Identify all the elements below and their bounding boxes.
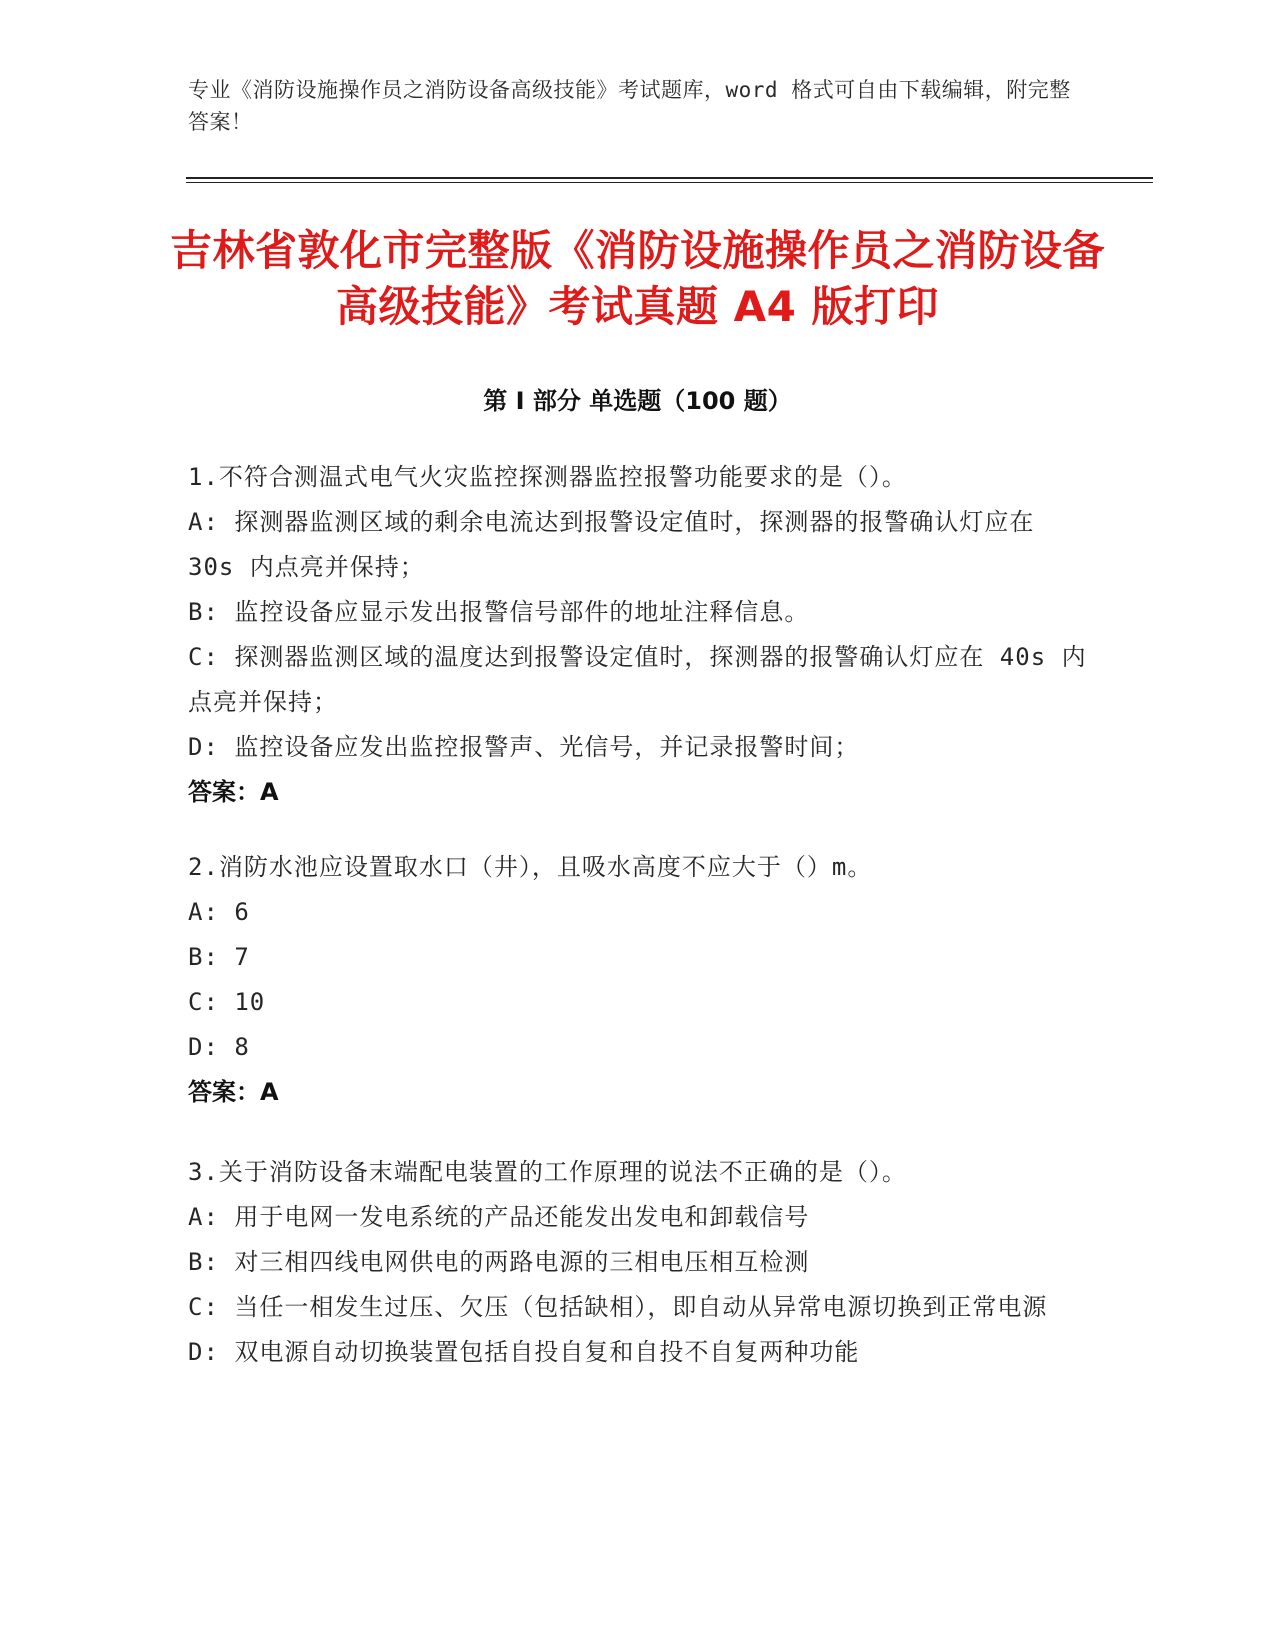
option-d: D: 8	[188, 1033, 250, 1061]
question-stem: 1.不符合测温式电气火灾监控探测器监控报警功能要求的是（）。	[188, 463, 907, 491]
question-1	[188, 455, 1088, 815]
question-3	[188, 1150, 1088, 1375]
header-divider-thick	[186, 177, 1153, 179]
option-c: C: 探测器监测区域的温度达到报警设定值时，探测器的报警确认灯应在 40s 内点亮并保持；	[188, 643, 1087, 716]
header-note: 专业《消防设施操作员之消防设备高级技能》考试题库，word 格式可自由下载编辑，附完整答案！	[188, 78, 1071, 134]
option-c: C: 当任一相发生过压、欠压（包括缺相），即自动从异常电源切换到正常电源	[188, 1293, 1048, 1321]
question-stem: 2.消防水池应设置取水口（井），且吸水高度不应大于（）m。	[188, 853, 873, 881]
option-c: C: 10	[188, 988, 266, 1016]
option-a: A: 探测器监测区域的剩余电流达到报警设定值时，探测器的报警确认灯应在 30s 内点亮并保持；	[188, 508, 1035, 581]
answer-label: 答案：A	[188, 778, 279, 806]
question-stem: 3.关于消防设备末端配电装置的工作原理的说法不正确的是（）。	[188, 1158, 907, 1186]
option-d: D: 双电源自动切换装置包括自投自复和自投不自复两种功能	[188, 1338, 860, 1366]
option-b: B: 对三相四线电网供电的两路电源的三相电压相互检测	[188, 1248, 810, 1276]
section-heading: 第 I 部分 单选题（100 题）	[483, 387, 792, 415]
question-2	[188, 845, 1088, 1115]
answer-label: 答案：A	[188, 1078, 279, 1106]
option-b: B: 7	[188, 943, 250, 971]
option-a: A: 用于电网一发电系统的产品还能发出发电和卸载信号	[188, 1203, 810, 1231]
option-b: B: 监控设备应显示发出报警信号部件的地址注释信息。	[188, 598, 810, 626]
header-divider-thin	[186, 182, 1153, 183]
option-a: A: 6	[188, 898, 250, 926]
option-d: D: 监控设备应发出监控报警声、光信号，并记录报警时间；	[188, 733, 860, 761]
document-title: 吉林省敦化市完整版《消防设施操作员之消防设备高级技能》考试真题 A4 版打印	[169, 226, 1105, 331]
